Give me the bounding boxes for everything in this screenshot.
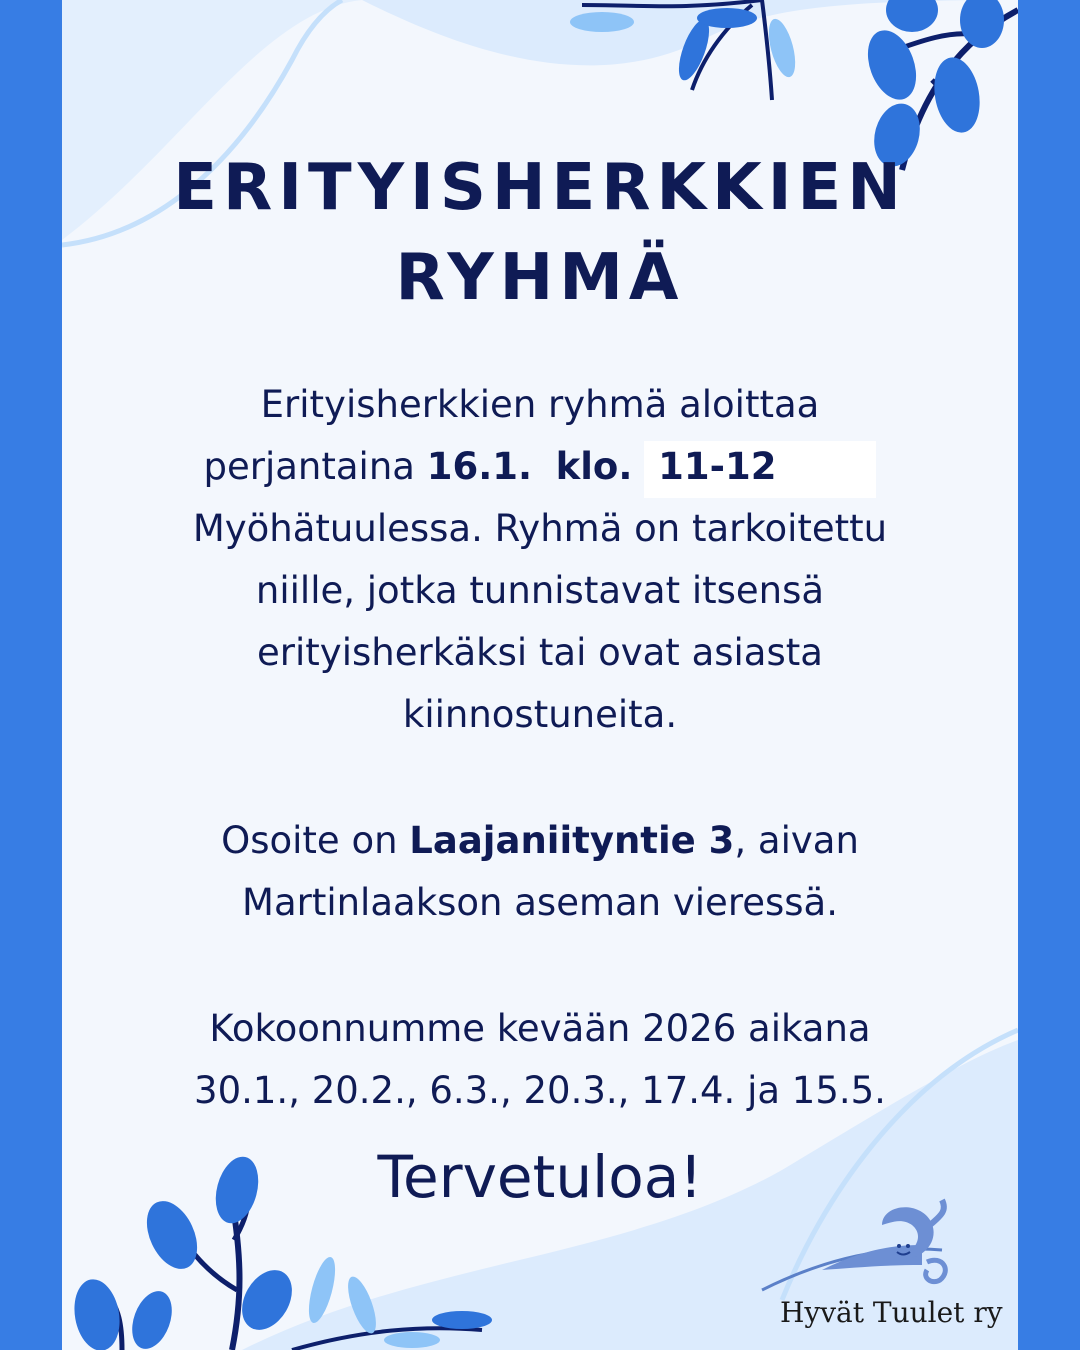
schedule-dates: 30.1., 20.2., 6.3., 20.3., 17.4. ja 15.5. [194, 1069, 886, 1112]
page-title-line-1: ERITYISHERKKIEN [173, 151, 907, 225]
page-title-line-2: RYHMÄ [395, 241, 685, 315]
logo-text: Hyvät Tuulet ry [780, 1296, 1003, 1329]
address-street: Laajaniityntie 3 [409, 819, 735, 862]
address-line-1 [62, 819, 1018, 862]
time-highlight: 11-12 [644, 441, 876, 498]
address-suffix: , aivan [734, 819, 859, 862]
schedule-line-1: Kokoonnumme kevään 2026 aikana [209, 1007, 871, 1050]
intro-line-2-prefix: perjantaina [203, 445, 427, 488]
intro-line-2 [62, 445, 1018, 488]
address-prefix: Osoite on [221, 819, 410, 862]
intro-line-4: niille, jotka tunnistavat itsensä [255, 569, 825, 612]
intro-line-6: kiinnostuneita. [402, 693, 678, 736]
intro-line-3: Myöhätuulessa. Ryhmä on tarkoitettu [192, 507, 888, 550]
poster-content [62, 0, 1018, 1350]
start-date: 16.1. [426, 445, 533, 488]
intro-line-1: Erityisherkkien ryhmä aloittaa [260, 383, 820, 426]
klo-label: klo. [555, 445, 633, 488]
welcome-text: Tervetuloa! [377, 1143, 703, 1211]
intro-line-5: erityisherkäksi tai ovat asiasta [257, 631, 823, 674]
poster [62, 0, 1018, 1350]
address-line-2: Martinlaakson aseman vieressä. [242, 881, 838, 924]
